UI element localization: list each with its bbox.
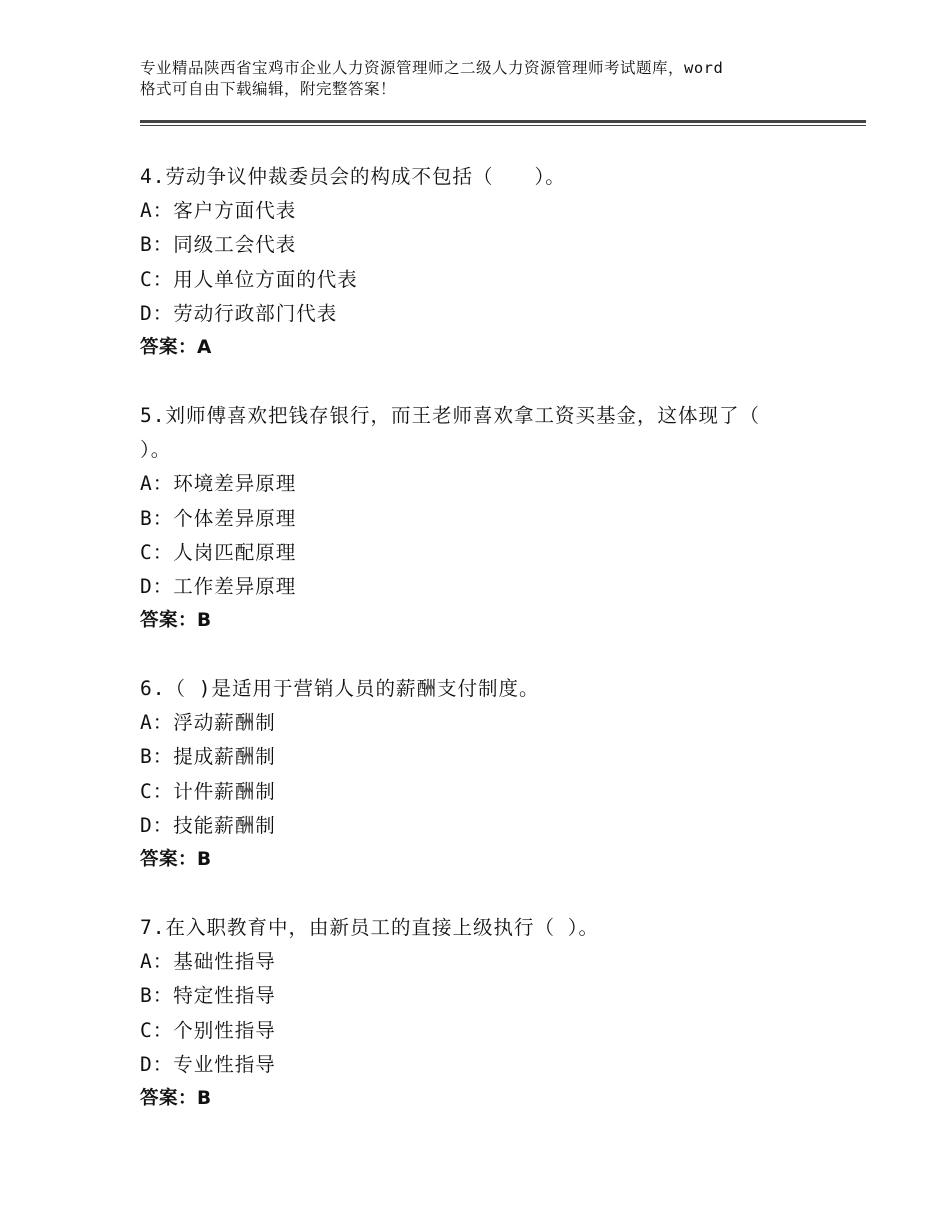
question-stem: 7.在入职教育中，由新员工的直接上级执行（ ）。 bbox=[140, 916, 599, 939]
option-b: B：特定性指导 bbox=[140, 984, 276, 1008]
option-b: B：同级工会代表 bbox=[140, 233, 297, 257]
option-a: A：环境差异原理 bbox=[140, 472, 297, 496]
option-c: C：用人单位方面的代表 bbox=[140, 267, 358, 291]
option-a: A：浮动薪酬制 bbox=[140, 711, 276, 735]
option-b: B：个体差异原理 bbox=[140, 506, 297, 530]
option-a: A：客户方面代表 bbox=[140, 199, 297, 223]
answer-line: 答案：B bbox=[140, 1087, 212, 1109]
question-4 bbox=[140, 160, 840, 365]
answer-line: 答案：B bbox=[140, 848, 212, 870]
question-5 bbox=[140, 399, 840, 638]
question-stem: 5.刘师傅喜欢把钱存银行，而王老师喜欢拿工资买基金，这体现了（ bbox=[140, 404, 760, 427]
question-6 bbox=[140, 672, 840, 877]
header-divider-thin bbox=[140, 125, 866, 126]
option-b: B：提成薪酬制 bbox=[140, 745, 276, 769]
option-d: D：技能薪酬制 bbox=[140, 813, 276, 837]
header-line-1: 专业精品陕西省宝鸡市企业人力资源管理师之二级人力资源管理师考试题库，word bbox=[140, 59, 724, 77]
answer-line: 答案：A bbox=[140, 336, 212, 358]
header-line-2: 格式可自由下载编辑，附完整答案！ bbox=[140, 80, 397, 98]
option-d: D：工作差异原理 bbox=[140, 574, 297, 598]
question-stem: 4.劳动争议仲裁委员会的构成不包括（ ）。 bbox=[140, 165, 566, 188]
question-stem-continued: ）。 bbox=[140, 438, 172, 462]
answer-line: 答案：B bbox=[140, 610, 212, 632]
question-7 bbox=[140, 911, 840, 1116]
document-header bbox=[140, 58, 840, 100]
option-c: C：人岗匹配原理 bbox=[140, 540, 297, 564]
option-d: D：劳动行政部门代表 bbox=[140, 301, 338, 325]
option-d: D：专业性指导 bbox=[140, 1052, 276, 1076]
header-divider-thick bbox=[140, 120, 866, 123]
option-c: C：计件薪酬制 bbox=[140, 779, 276, 803]
question-stem: 6.（ )是适用于营销人员的薪酬支付制度。 bbox=[140, 677, 540, 700]
option-c: C：个别性指导 bbox=[140, 1018, 276, 1042]
option-a: A：基础性指导 bbox=[140, 950, 276, 974]
